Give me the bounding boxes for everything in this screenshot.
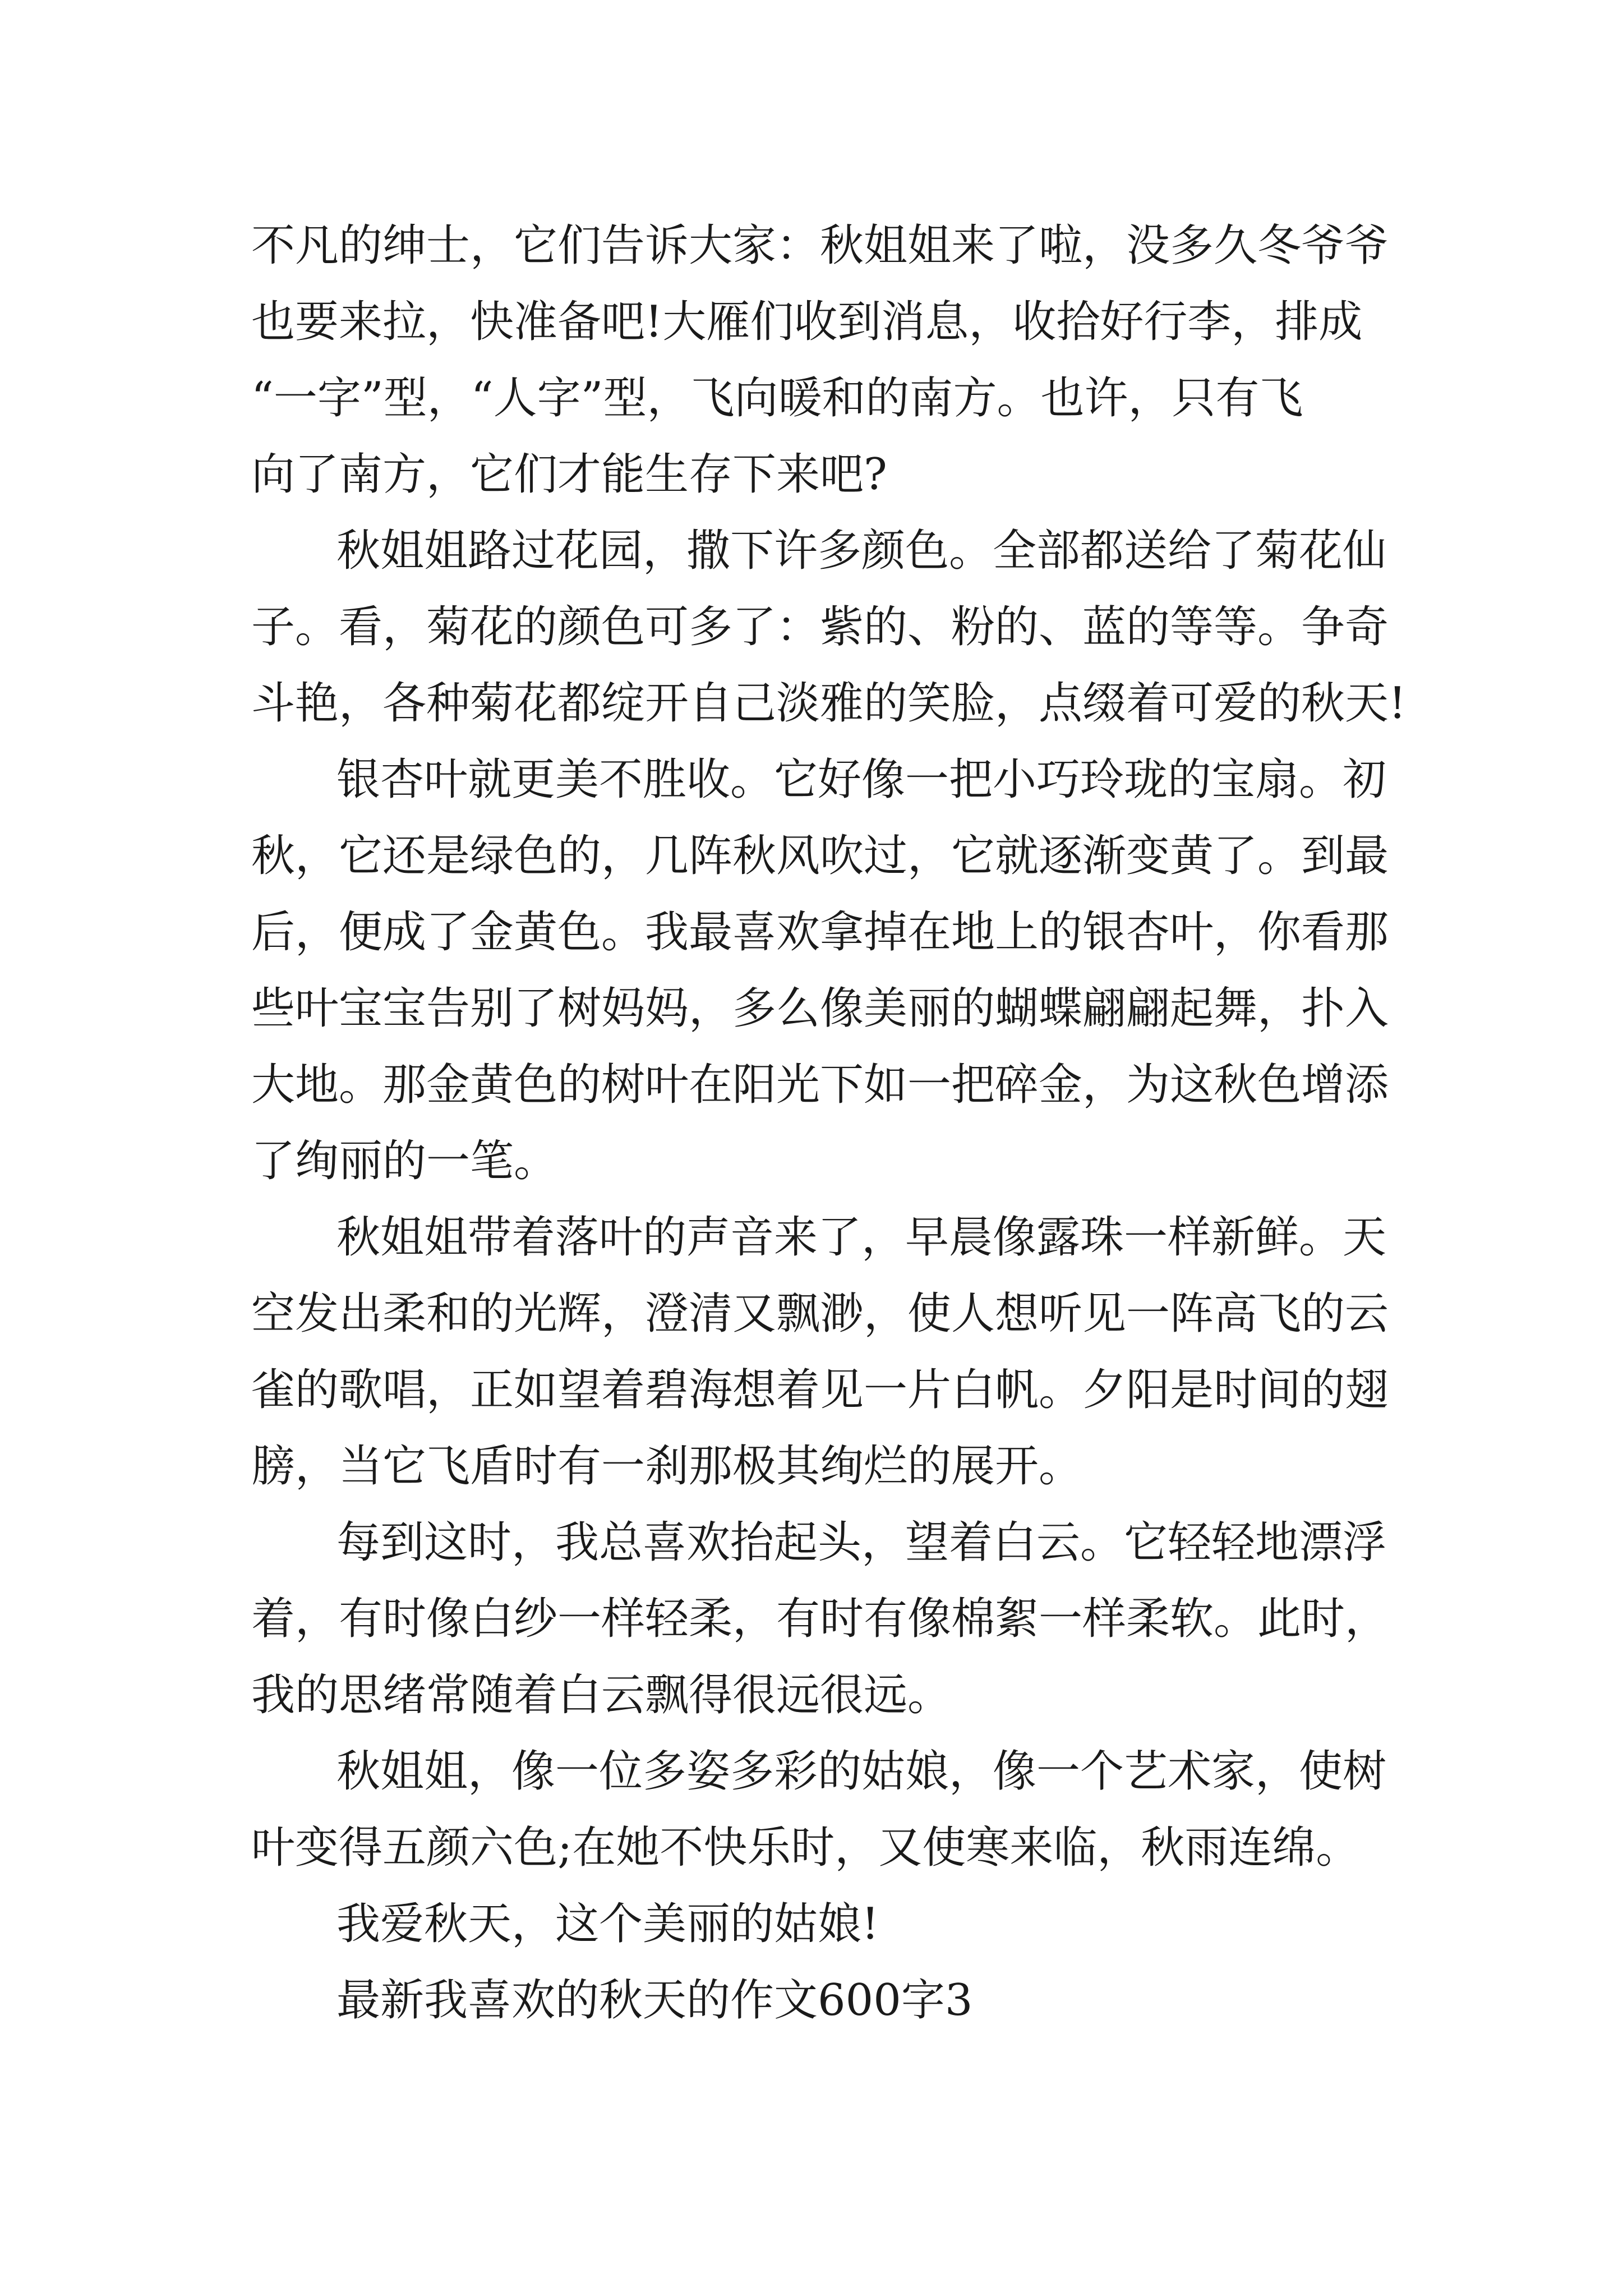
paragraph-line: 雀的歌唱，正如望着碧海想着见一片白帆。夕阳是时间的翅 [251, 1365, 1389, 1415]
paragraph-line: 也要来拉，快准备吧!大雁们收到消息，收拾好行李，排成 [251, 297, 1363, 347]
paragraph-line: 空发出柔和的光辉，澄清又飘渺，使人想听见一阵高飞的云 [251, 1289, 1389, 1339]
paragraph-line: 子。看，菊花的颜色可多了：紫的、粉的、蓝的等等。争奇 [251, 602, 1389, 652]
section-heading: 最新我喜欢的秋天的作文600字3 [336, 1975, 973, 2026]
paragraph-line: 我爱秋天，这个美丽的姑娘! [336, 1899, 879, 1949]
paragraph-line: 每到这时，我总喜欢抬起头，望着白云。它轻轻地漂浮 [336, 1517, 1387, 1568]
paragraph-line: 秋，它还是绿色的，几阵秋风吹过，它就逐渐变黄了。到最 [251, 831, 1389, 881]
paragraph-line: 了绚丽的一笔。 [251, 1136, 558, 1186]
paragraph-line: “一字”型，“人字”型，飞向暖和的南方。也许，只有飞 [251, 373, 1303, 424]
paragraph-line: 斗艳，各种菊花都绽开自己淡雅的笑脸，点缀着可爱的秋天! [251, 678, 1407, 729]
paragraph-line: 不凡的绅士，它们告诉大家：秋姐姐来了啦，没多久冬爷爷 [251, 220, 1389, 271]
paragraph-line: 膀，当它飞盾时有一刹那极其绚烂的展开。 [251, 1441, 1083, 1492]
paragraph-line: 向了南方，它们才能生存下来吧? [251, 449, 887, 500]
paragraph-line: 我的思绪常随着白云飘得很远很远。 [251, 1670, 952, 1720]
paragraph-line: 着，有时像白纱一样轻柔，有时有像棉絮一样柔软。此时， [251, 1594, 1389, 1644]
paragraph-line: 叶变得五颜六色;在她不快乐时，又使寒来临，秋雨连绵。 [251, 1823, 1360, 1873]
paragraph-line: 大地。那金黄色的树叶在阳光下如一把碎金，为这秋色增添 [251, 1060, 1389, 1110]
paragraph-line: 后，便成了金黄色。我最喜欢拿掉在地上的银杏叶，你看那 [251, 907, 1389, 958]
paragraph-line: 银杏叶就更美不胜收。它好像一把小巧玲珑的宝扇。初 [336, 754, 1387, 805]
paragraph-line: 些叶宝宝告别了树妈妈，多么像美丽的蝴蝶翩翩起舞，扑入 [251, 983, 1389, 1034]
essay-body [251, 208, 1407, 2039]
paragraph-line: 秋姐姐带着落叶的声音来了，早晨像露珠一样新鲜。天 [336, 1212, 1387, 1263]
paragraph-line: 秋姐姐，像一位多姿多彩的姑娘，像一个艺术家，使树 [336, 1746, 1387, 1797]
paragraph-line: 秋姐姐路过花园，撒下许多颜色。全部都送给了菊花仙 [336, 526, 1387, 576]
